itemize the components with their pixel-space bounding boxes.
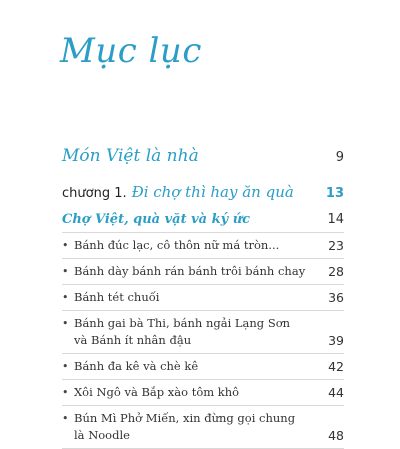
toc-item-text: Bánh đa kê và chè kê [74, 359, 199, 373]
part-title: Món Việt là nhà [62, 146, 199, 166]
chapter-heading [62, 183, 294, 201]
toc-item-line1: Bún Mì Phở Miến, xin đừng gọi chung [74, 411, 296, 425]
bullet-icon: • [62, 360, 69, 373]
toc-item [62, 311, 344, 354]
toc-item-text: Xôi Ngô và Bắp xào tôm khô [74, 385, 240, 399]
toc-item-line2: là Noodle [74, 428, 130, 442]
bullet-icon: • [62, 239, 69, 252]
toc-item-page: 48 [328, 428, 344, 443]
toc-item [62, 285, 344, 311]
toc-item-page: 23 [328, 238, 344, 253]
section-entry [62, 212, 344, 227]
toc-item-page: 28 [328, 264, 344, 279]
bullet-icon: • [62, 265, 69, 278]
toc-item-page: 39 [328, 333, 344, 348]
section-page-number: 14 [327, 212, 344, 227]
page-title: Mục lục [60, 31, 202, 71]
bullet-icon: • [62, 291, 69, 304]
toc-item-text: Bánh tét chuối [74, 290, 160, 304]
toc-item-text: Bánh dày bánh rán bánh trôi bánh chay [74, 264, 306, 278]
toc-item [62, 233, 344, 259]
toc-item [62, 380, 344, 406]
chapter-label: chương 1. [62, 186, 127, 201]
toc-item-text [74, 410, 306, 444]
chapter-title: Đi chợ thì hay ăn quà [131, 183, 294, 201]
bullet-icon: • [62, 386, 69, 399]
part-page-number: 9 [335, 150, 344, 165]
bullet-icon: • [62, 317, 69, 330]
toc-item-page: 44 [328, 385, 344, 400]
part-entry [62, 146, 344, 166]
toc-item-line2: và Bánh ít nhân đậu [74, 333, 192, 347]
section-title: Chợ Việt, quà vặt và ký ức [62, 212, 251, 227]
chapter-page-number: 13 [325, 186, 344, 201]
bullet-icon: • [62, 412, 69, 425]
toc-item-list [62, 232, 344, 449]
toc-item [62, 259, 344, 285]
toc-item [62, 406, 344, 449]
toc-item-page: 42 [328, 359, 344, 374]
toc-item-text [74, 315, 306, 349]
chapter-entry [62, 183, 344, 201]
toc-item [62, 354, 344, 380]
toc-item-text: Bánh đúc lạc, cô thôn nữ má tròn... [74, 238, 280, 252]
toc-item-line1: Bánh gai bà Thi, bánh ngải Lạng Sơn [74, 316, 291, 330]
toc-item-page: 36 [328, 290, 344, 305]
